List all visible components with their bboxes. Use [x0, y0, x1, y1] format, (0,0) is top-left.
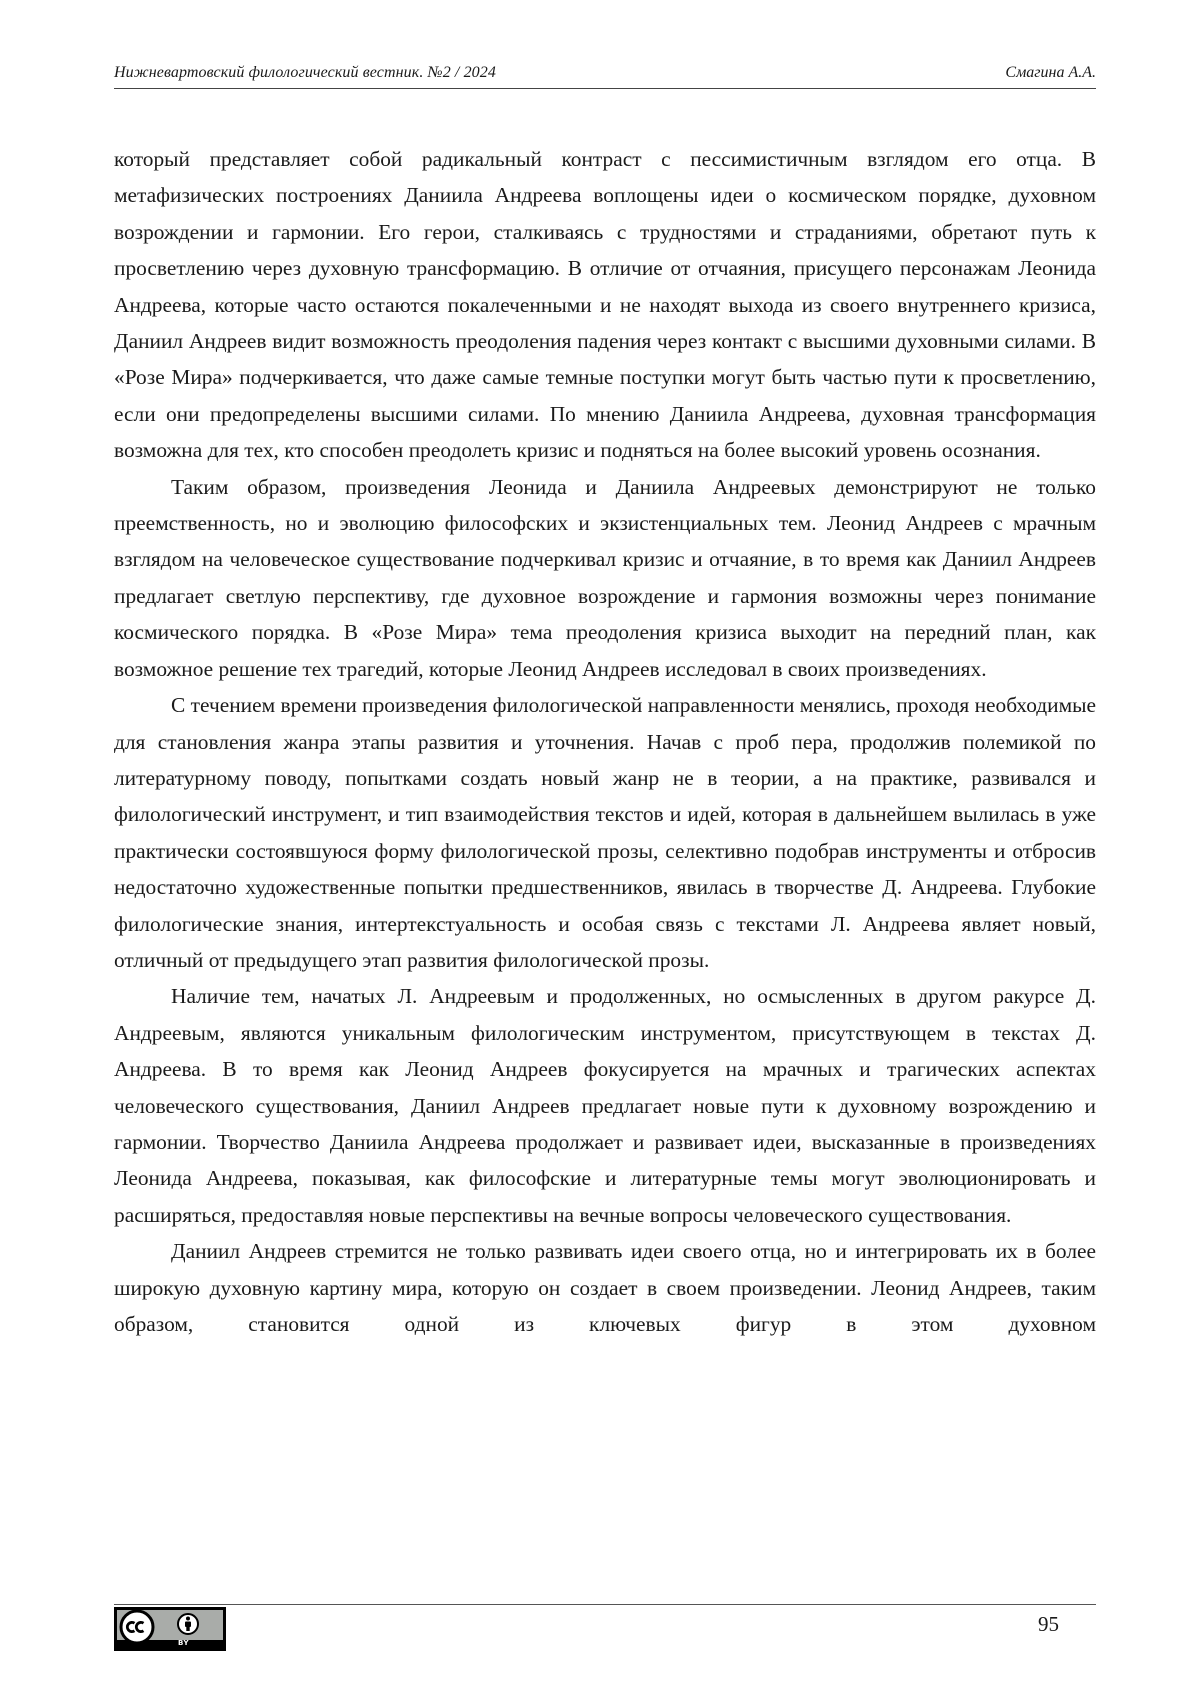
- running-header: [114, 62, 1096, 89]
- paragraph: С течением времени произведения филологической направленности менялись, проходя необходимые для становления жанра этапы развития и уточнения. Начав с проб пера, продолжив полемикой по литературному поводу, попытками создать новый жанр не в теории, а на практике, развивался и филологический инструмент, и тип взаимодействия текстов и идей, которая в дальнейшем вылилась в уже практически состоявшуюся форму филологической прозы, селективно подобрав инструменты и отбросив недостаточно художественные попытки предшественников, явилась в творчестве Д. Андреева. Глубокие филологические знания, интертекстуальность и особая связь с текстами Л. Андреева являет новый, отличный от предыдущего этап развития филологической прозы.: [114, 687, 1096, 978]
- paragraph: Таким образом, произведения Леонида и Даниила Андреевых демонстрируют не только преемственность, но и эволюцию философских и экзистенциальных тем. Леонид Андреев с мрачным взглядом на человеческое существование подчеркивал кризис и отчаяние, в то время как Даниил Андреев предлагает светлую перспективу, где духовное возрождение и гармония возможны через понимание космического порядка. В «Розе Мира» тема преодоления кризиса выходит на передний план, как возможное решение тех трагедий, которые Леонид Андреев исследовал в своих произведениях.: [114, 469, 1096, 687]
- cc-by-license-badge: [114, 1607, 226, 1651]
- paragraph: Наличие тем, начатых Л. Андреевым и продолженных, но осмысленных в другом ракурсе Д. Андреевым, являются уникальным филологическим инструментом, присутствующем в текстах Д. Андреева. В то время как Леонид Андреев фокусируется на мрачных и трагических аспектах человеческого существования, Даниил Андреев предлагает новые пути к духовному возрождению и гармонии. Творчество Даниила Андреева продолжает и развивает идеи, высказанные в произведениях Леонида Андреева, показывая, как философские и литературные темы могут эволюционировать и расширяться, предоставляя новые перспективы на вечные вопросы человеческого существования.: [114, 978, 1096, 1233]
- paragraph-continued: который представляет собой радикальный контраст с пессимистичным взглядом его отца. В метафизических построениях Даниила Андреева воплощены идеи о космическом порядке, духовном возрождении и гармонии. Его герои, сталкиваясь с трудностями и страданиями, обретают путь к просветлению через духовную трансформацию. В отличие от отчаяния, присущего персонажам Леонида Андреева, которые часто остаются покалеченными и не находят выхода из своего внутреннего кризиса, Даниил Андреев видит возможность преодоления падения через контакт с высшими духовными силами. В «Розе Мира» подчеркивается, что даже самые темные поступки могут быть частью пути к просветлению, если они предопределены высшими силами. По мнению Даниила Андреева, духовная трансформация возможна для тех, кто способен преодолеть кризис и подняться на более высокий уровень осознания.: [114, 141, 1096, 469]
- attribution-person-icon: [177, 1611, 199, 1637]
- creative-commons-icon: [119, 1609, 155, 1645]
- paragraph-continues: Даниил Андреев стремится не только развивать идеи своего отца, но и интегрировать их в более широкую духовную картину мира, которую он создает в своем произведении. Леонид Андреев, таким образом, становится одной из ключевых фигур в этом духовном: [114, 1233, 1096, 1342]
- journal-title: Нижневартовский филологический вестник. №2 / 2024: [114, 64, 496, 82]
- article-body: [114, 141, 1096, 1342]
- license-by-label: BY: [178, 1639, 189, 1647]
- article-author: Смагина А.А.: [1005, 64, 1096, 82]
- page-number: 95: [1038, 1612, 1059, 1637]
- footer-divider: [114, 1604, 1096, 1605]
